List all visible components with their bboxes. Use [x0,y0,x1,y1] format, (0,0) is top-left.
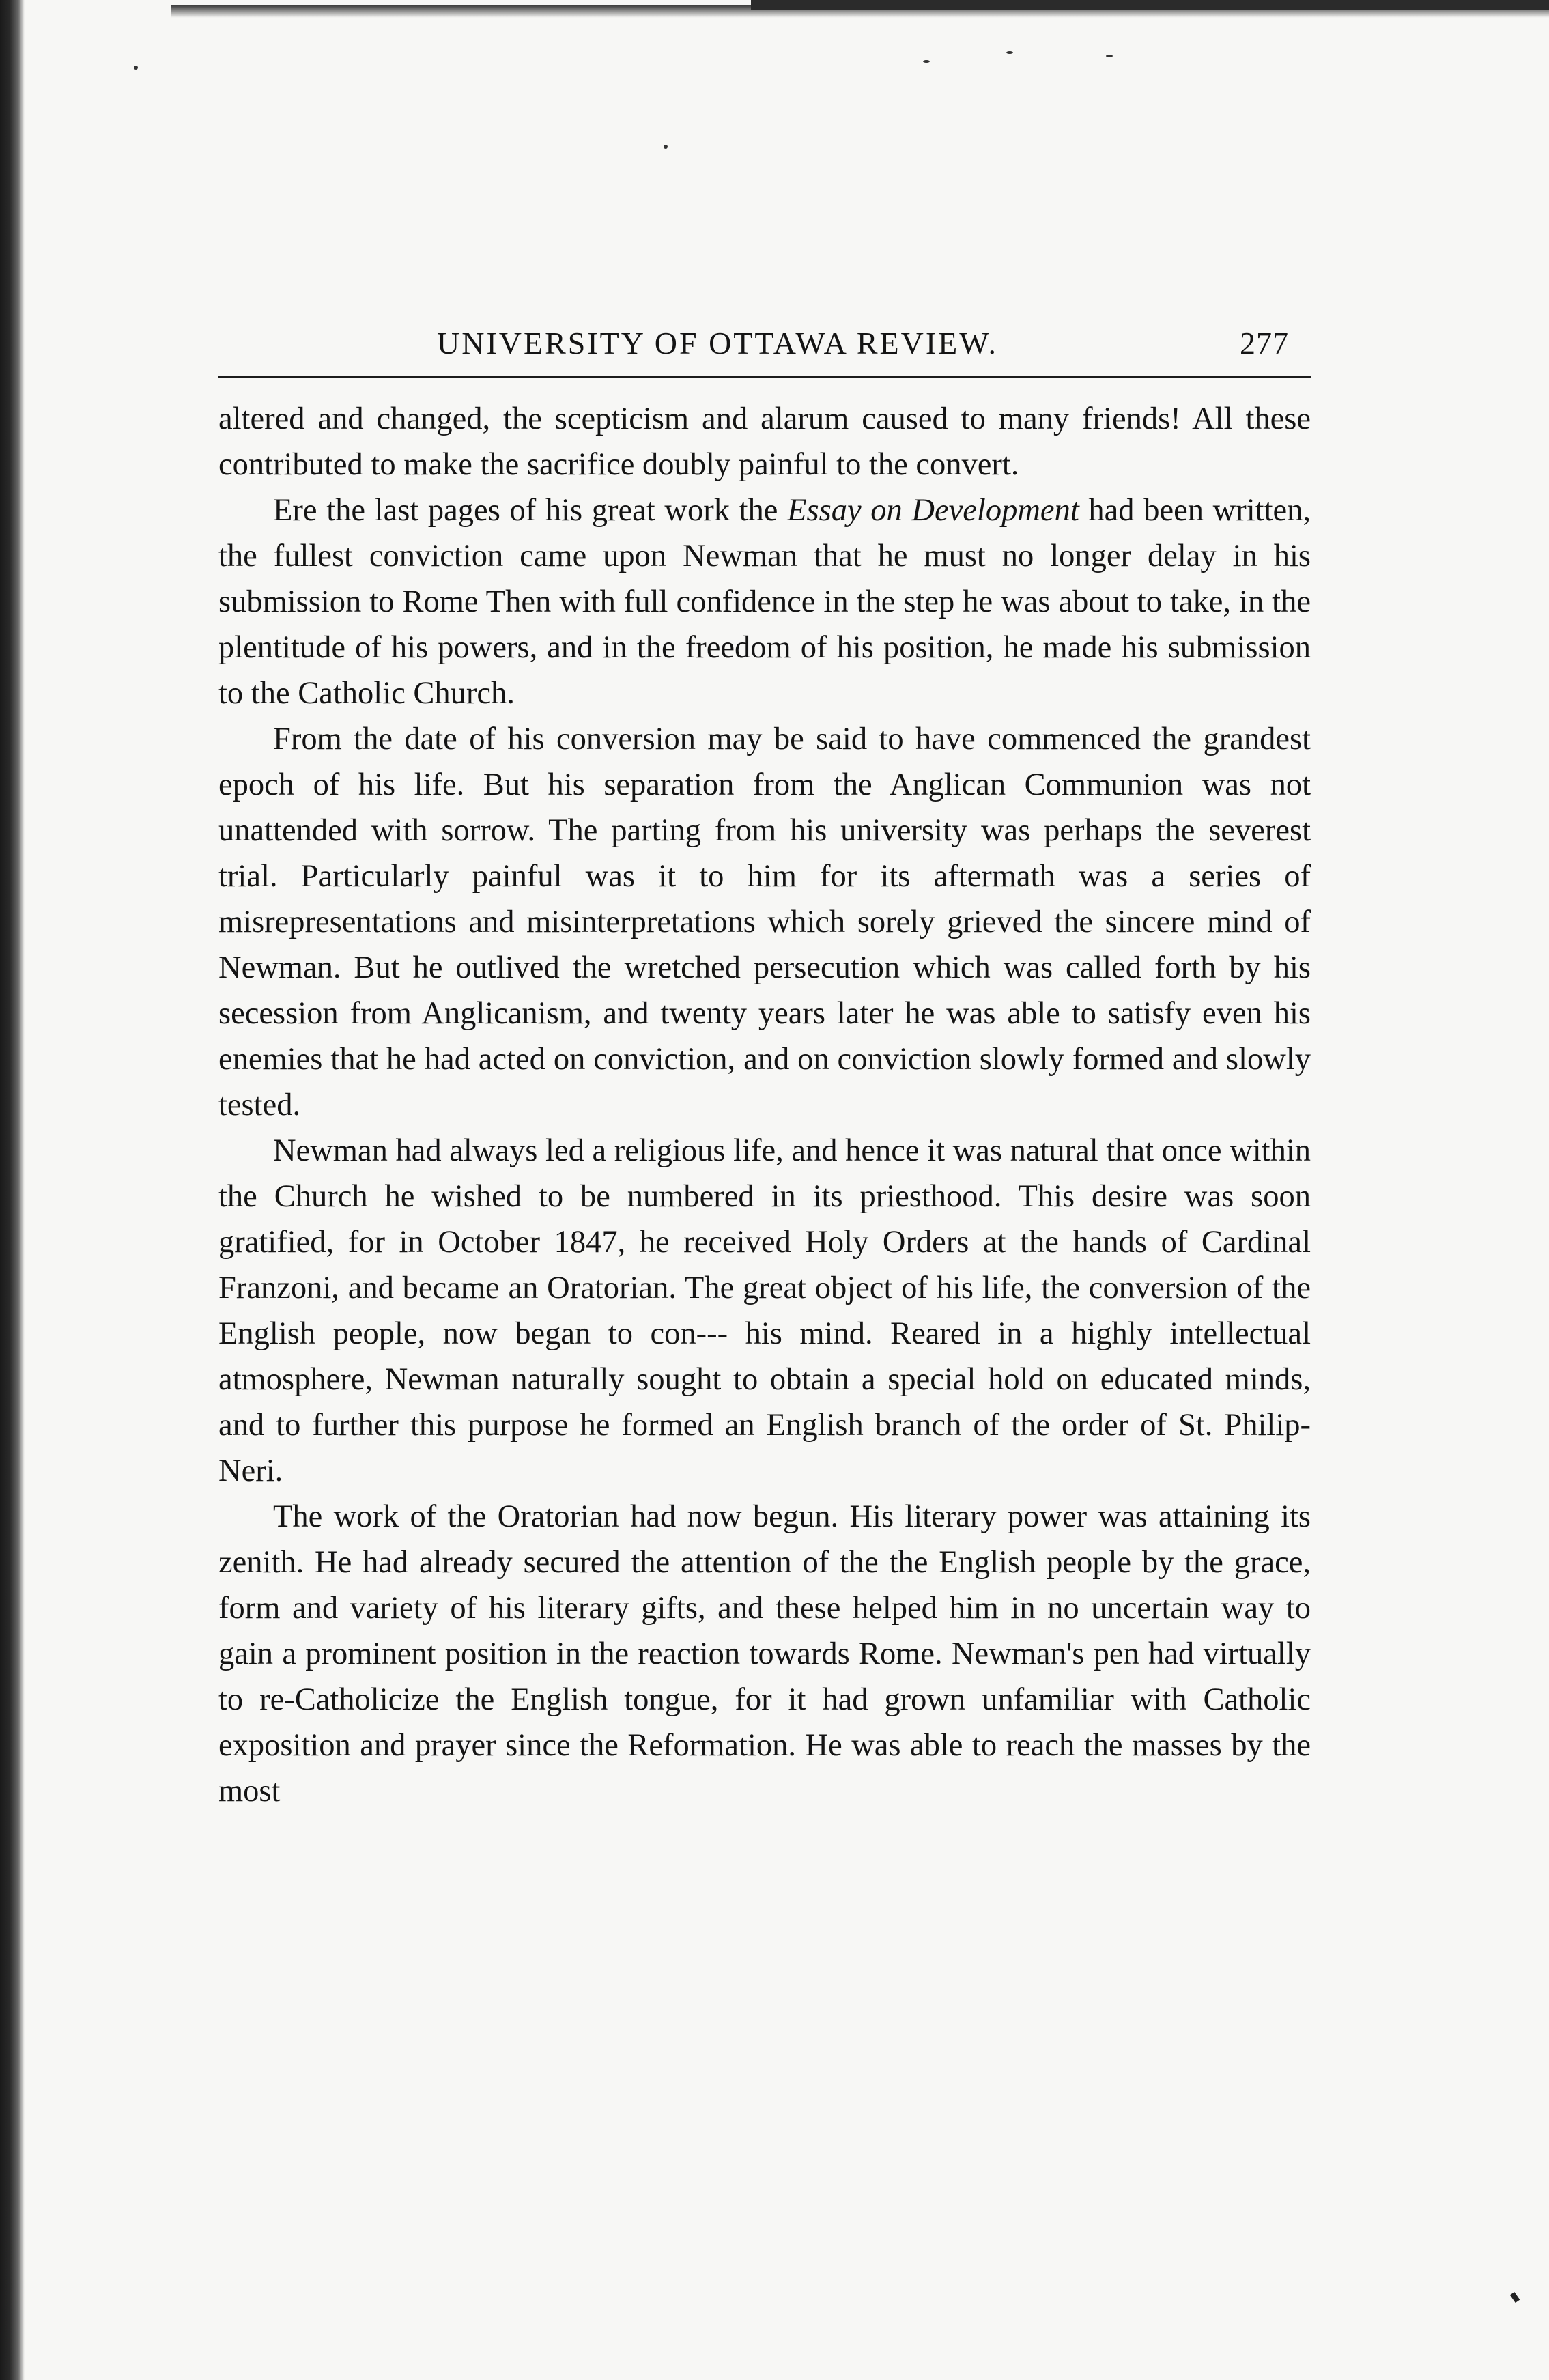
paragraph-text: Ere the last pages of his great work the [273,493,788,528]
paragraph [218,487,1311,716]
paragraph-text: had been written, the fullest conviction came upon Newman that he must no longer delay in his submission to Rome Then with full confidence in the step he was about to take, in the plentitude of his powers, and in the freedom of his position, he made his submission to the Catholic Church. [218,493,1311,711]
paragraph: From the date of his conversion may be said to have commenced the grandest epoch of his life. But his separation from the Anglican Communion was not unattended with sorrow. The parting from his university was perhaps the severest trial. Particularly painful was it to him for its aftermath was a series of misrepresentations and misinterpretations which sorely grieved the sincere mind of Newman. But he outlived the wretched persecution which was called forth by his secession from Anglicanism, and twenty years later he was able to satisfy even his enemies that he had acted on conviction, and on conviction slowly formed and slowly tested. [218,722,1311,1122]
scan-binding-edge [0,0,25,2380]
scan-speck [1106,55,1113,57]
running-title: UNIVERSITY OF OTTAWA REVIEW. [437,326,998,360]
paragraph: The work of the Oratorian had now begun. His literary power was attaining its zenith. He had already secured the attention of the the English people by the grace, form and variety of his literary gifts, and these helped him in no uncertain way to gain a prominent position in the reaction towards Rome. Newman's pen had virtually to re-Catholicize the English tongue, for it had grown unfamiliar with Catholic exposition and prayer since the Reformation. He was able to reach the masses by the most [218,1499,1311,1809]
scan-mark [1510,2292,1520,2303]
page-number: 277 [1240,326,1289,360]
scan-speck [1006,51,1013,54]
running-head [218,321,1311,376]
scan-speck [923,60,930,63]
book-title-italic: Essay on Development [787,493,1079,528]
header-rule [218,376,1311,378]
scan-speck [134,66,138,70]
body-text [218,396,1311,1814]
paragraph: altered and changed, the scepticism and alarum caused to many friends! All these contributed to make the sacrifice doubly painful to the convert. [218,401,1311,482]
scan-top-edge-dark [751,0,1549,10]
book-page [218,321,1311,1814]
scan-speck [664,145,668,149]
paragraph: Newman had always led a religious life, and hence it was natural that once within the Church he wished to be numbered in its priesthood. This desire was soon gratified, for in October 1847, he received Holy Orders at the hands of Cardinal Franzoni, and became an Oratorian. The great object of his life, the conversion of the English people, now began to con--- his mind. Reared in a highly intellectual atmosphere, Newman naturally sought to obtain a special hold on educated minds, and to further this purpose he formed an English branch of the order of St. Philip-Neri. [218,1133,1311,1488]
